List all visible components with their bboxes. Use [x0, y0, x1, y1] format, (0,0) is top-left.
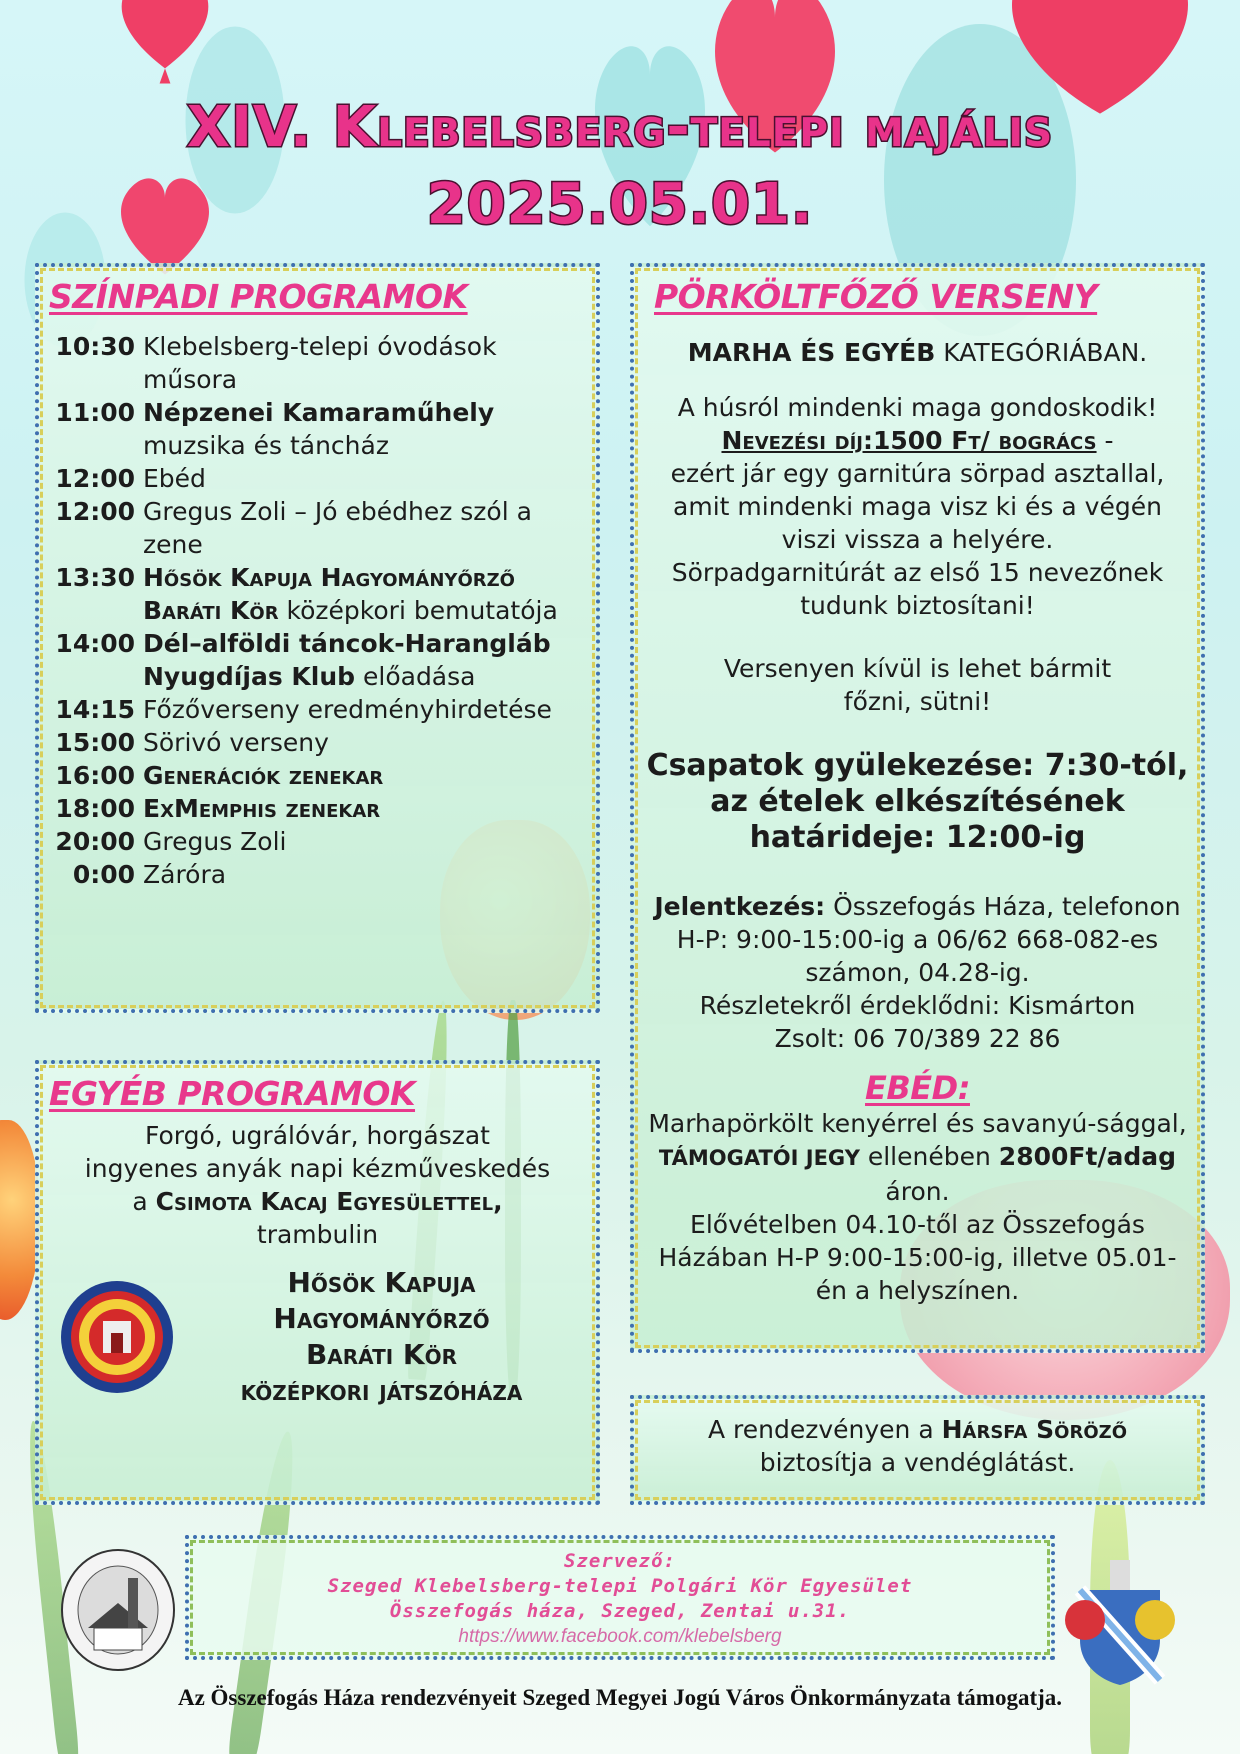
schedule-text: Gregus Zoli [143, 827, 287, 856]
schedule-desc [143, 726, 586, 759]
org-name-line: Hősök Kapuja [287, 1266, 476, 1299]
schedule-text: Főzőverseny eredményhirdetése [143, 695, 552, 724]
schedule-desc [143, 825, 586, 858]
schedule-time: 14:00 [55, 629, 135, 658]
hosok-kapuja-emblem-icon [57, 1277, 177, 1397]
schedule-performer: Hősök Kapuja Hagyományőrző Baráti Kör [143, 563, 515, 625]
gathering-info: Csapatok gyülekezése: 7:30-tól, az ételek elkészítésének határideje: 12:00-ig [646, 748, 1189, 855]
organizer-address: Összefogás háza, Szeged, Zentai u.31. [389, 1600, 851, 1622]
stage-programs-panel [35, 263, 600, 1013]
organizer-name: Szeged Klebelsberg-telepi Polgári Kör Egyesület [327, 1575, 913, 1597]
lunch-price: 2800Ft/adag [998, 1142, 1177, 1171]
schedule-time: 13:30 [55, 563, 135, 592]
schedule-time: 12:00 [55, 497, 135, 526]
csimota-kacaj-name: Csimota Kacaj Egyesülettel, [155, 1187, 503, 1216]
catering-panel [630, 1395, 1205, 1505]
schedule-row [49, 330, 586, 396]
osszefogas-haza-logo-icon [58, 1548, 178, 1673]
szeged-coat-of-arms-icon [1060, 1550, 1180, 1690]
tulip-decoration [0, 1120, 40, 1320]
schedule-time: 10:30 [55, 332, 135, 361]
org-name-line: középkori játszóháza [240, 1374, 523, 1407]
entry-fee-dash: - [1096, 426, 1114, 455]
catering-suffix: biztosítja a vendéglátást. [759, 1448, 1076, 1477]
schedule-desc [143, 462, 586, 495]
lunch-line: Marhapörkölt kenyérrel és savanyú-sággal, [648, 1109, 1187, 1138]
schedule-row [49, 693, 586, 726]
schedule-performer: Generációk zenekar [143, 761, 384, 790]
schedule-time: 18:00 [55, 794, 135, 823]
schedule-text: Gregus Zoli – Jó ebédhez szól a zene [143, 497, 532, 559]
meat-note: A húsról mindenki maga gondoskodik! [677, 393, 1158, 422]
schedule-row [49, 396, 586, 462]
presale-info: Elővételben 04.10-től az Összefogás Házában H-P 9:00-15:00-ig, illetve 05.01-én a helyszínen. [658, 1210, 1177, 1305]
entry-fee: Nevezési díj:1500 Ft/ bogrács [721, 426, 1097, 455]
schedule-row [49, 561, 586, 627]
schedule-desc [143, 495, 586, 561]
schedule-time: 15:00 [55, 728, 135, 757]
schedule-time: 14:15 [55, 695, 135, 724]
schedule-performer: Dél–alföldi táncok-Harangláb Nyugdíjas Klub [143, 629, 551, 691]
schedule-text: középkori bemutatója [286, 596, 558, 625]
lunch-price-rest: áron. [885, 1177, 950, 1206]
lunch-title: EBÉD: [865, 1069, 970, 1107]
schedule-desc [143, 693, 586, 726]
category-bold: MARHA ÉS EGYÉB [687, 338, 936, 367]
organizer-box [185, 1535, 1055, 1660]
other-programs-panel [35, 1060, 600, 1505]
schedule-time: 16:00 [55, 761, 135, 790]
support-statement: Az Összefogás Háza rendezvényeit Szeged Megyei Jogú Város Önkormányzata támogatja. [177, 1685, 1063, 1710]
stage-programs-title: SZÍNPADI PROGRAMOK [49, 277, 468, 316]
category-rest: KATEGÓRIÁBAN. [943, 338, 1148, 367]
harsfa-sorozo: Hársfa Söröző [941, 1415, 1127, 1444]
registration-text: Összefogás Háza, telefonon H-P: 9:00-15:00-ig a 06/62 668-082-es számon, 04.28-ig. [676, 892, 1181, 987]
supporter-ticket: TÁMOGATÓI JEGY [658, 1146, 860, 1170]
org-name-line: Hagyományőrző [273, 1302, 490, 1335]
org-name-line: Baráti Kör [305, 1338, 458, 1371]
fee-description: ezért jár egy garnitúra sörpad asztallal, amit mindenki maga visz ki és a végén viszi vissza a helyére. [670, 459, 1165, 554]
cooking-contest-title: PÖRKÖLTFŐZŐ VERSENY [654, 277, 1098, 316]
schedule-desc [143, 396, 586, 462]
schedule-desc [143, 330, 586, 396]
schedule-desc [143, 627, 586, 693]
schedule-row [49, 858, 586, 891]
schedule-time: 11:00 [55, 398, 135, 427]
other-programs-line: trambulin [256, 1220, 379, 1249]
other-programs-title: EGYÉB PROGRAMOK [49, 1074, 416, 1113]
schedule-row [49, 759, 586, 792]
event-title: XIV. Klebelsberg-telepi majális [186, 95, 1054, 160]
details-contact: Részletekről érdeklődni: Kismárton Zsolt: 06 70/389 22 86 [699, 991, 1136, 1053]
lunch-line: ellenében [867, 1142, 991, 1171]
registration-label: Jelentkezés: [654, 892, 826, 921]
cooking-contest-panel [630, 263, 1205, 1353]
schedule-text: Sörivó verseny [143, 728, 329, 757]
schedule-desc [143, 858, 586, 891]
other-programs-line: Forgó, ugrálóvár, horgászat [145, 1121, 490, 1150]
schedule-performer: ExMemphis zenekar [143, 794, 381, 823]
schedule-desc [143, 792, 586, 825]
schedule-time: 20:00 [55, 827, 135, 856]
schedule-row [49, 495, 586, 561]
schedule-time: 12:00 [55, 464, 135, 493]
schedule-text: muzsika és táncház [143, 431, 389, 460]
schedule-text: előadása [363, 662, 476, 691]
schedule-text: Ebéd [143, 464, 206, 493]
schedule-desc [143, 759, 586, 792]
schedule-row [49, 627, 586, 693]
organizer-label: Szervező: [564, 1550, 676, 1572]
schedule-row [49, 462, 586, 495]
schedule-text: Záróra [143, 860, 227, 889]
bench-note: Sörpadgarnitúrát az első 15 nevezőnek tudunk biztosítani! [671, 558, 1164, 620]
schedule-row [49, 825, 586, 858]
facebook-link[interactable]: https://www.facebook.com/klebelsberg [458, 1626, 782, 1647]
schedule-time: 0:00 [72, 860, 135, 889]
outside-note: Versenyen kívül is lehet bármit főzni, sütni! [723, 654, 1112, 716]
schedule-desc [143, 561, 586, 627]
other-programs-prefix: a [132, 1187, 148, 1216]
schedule-row [49, 726, 586, 759]
event-date: 2025.05.01. [426, 172, 814, 237]
schedule-row [49, 792, 586, 825]
catering-prefix: A rendezvényen a [707, 1415, 934, 1444]
schedule-list [49, 330, 586, 891]
schedule-text: Klebelsberg-telepi óvodások műsora [143, 332, 497, 394]
schedule-performer: Népzenei Kamaraműhely [143, 398, 495, 427]
other-programs-line: ingyenes anyák napi kézműveskedés [84, 1154, 551, 1183]
